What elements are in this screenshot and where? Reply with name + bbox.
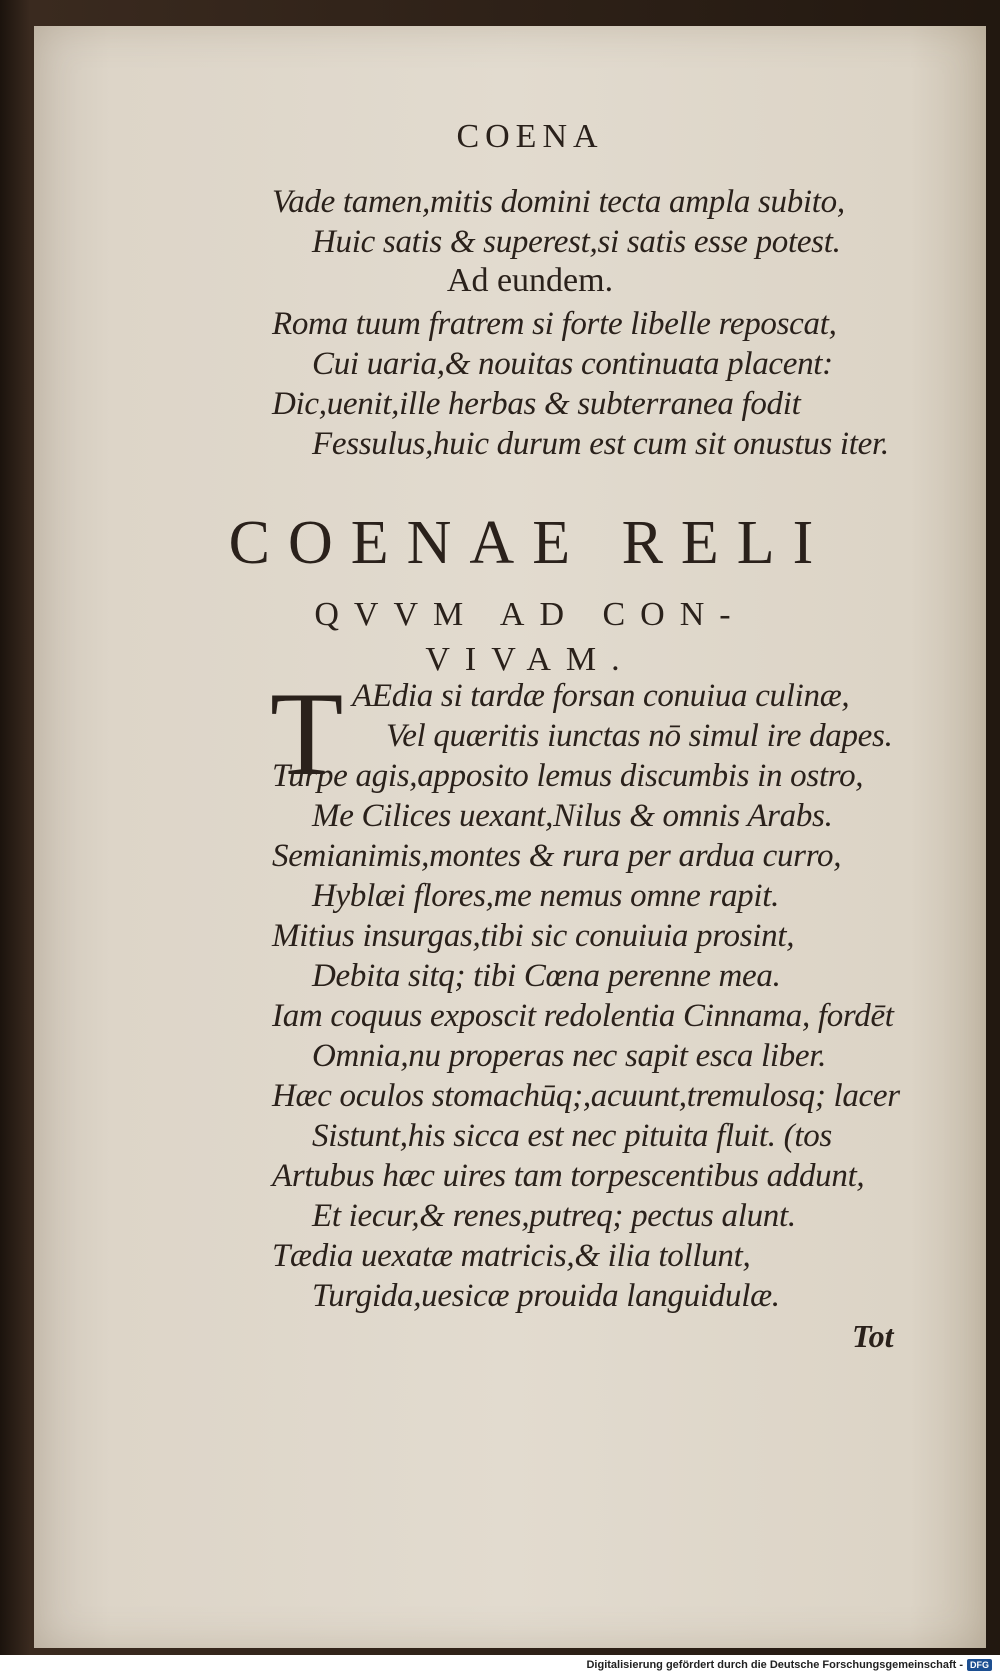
catchword: Tot xyxy=(852,1318,894,1354)
verse-line: Cui uaria,& nouitas continuata placent: xyxy=(312,346,833,382)
verse-line: Vade tamen,mitis domini tecta ampla subito, xyxy=(272,184,845,220)
poem-title-line-2: QVVM AD CON- xyxy=(314,596,746,633)
poem-subheading: Ad eundem. xyxy=(446,262,614,299)
verse-line: Dic,uenit,ille herbas & subterranea fodit xyxy=(272,386,801,422)
running-head: COENA xyxy=(456,118,604,155)
verse-line: Omnia,nu properas nec sapit esca liber. xyxy=(312,1038,827,1074)
page-text xyxy=(34,26,986,1648)
poem-title-line-3: VIVAM. xyxy=(425,641,635,678)
footer-credit: Digitalisierung gefördert durch die Deutsche Forschungsgemeinschaft - xyxy=(586,1659,963,1671)
verse-line: Iam coquus exposcit redolentia Cinnama, fordēt xyxy=(272,998,894,1034)
verse-line: Debita sitq; tibi Cœna perenne mea. xyxy=(312,958,781,994)
verse-line: Tædia uexatæ matricis,& ilia tollunt, xyxy=(272,1238,751,1274)
poem-title-line-1: COENAE RELI xyxy=(228,509,832,577)
verse-line: Roma tuum fratrem si forte libelle reposcat, xyxy=(272,306,837,342)
verse-line: Turgida,uesicæ prouida languidulæ. xyxy=(312,1278,780,1314)
verse-line: AEdia si tardæ forsan conuiua culinæ, xyxy=(352,678,850,714)
dfg-logo: DFG xyxy=(967,1659,992,1671)
footer-bar xyxy=(0,1655,1000,1675)
verse-line: Sistunt,his sicca est nec pituita fluit. (tos xyxy=(312,1118,832,1154)
verse-line: Huic satis & superest,si satis esse potest. xyxy=(312,224,841,260)
verse-line: Mitius insurgas,tibi sic conuiuia prosint, xyxy=(272,918,795,954)
verse-line: Turpe agis,apposito lemus discumbis in ostro, xyxy=(272,758,864,794)
verse-line: Vel quæritis iunctas nō simul ire dapes. xyxy=(386,718,893,754)
verse-line: Et iecur,& renes,putreq; pectus alunt. xyxy=(312,1198,796,1234)
verse-line: Hæc oculos stomachūq;,acuunt,tremulosq; lacer xyxy=(272,1078,900,1114)
drop-cap: T xyxy=(270,667,344,800)
verse-line: Fessulus,huic durum est cum sit onustus iter. xyxy=(312,426,889,462)
verse-line: Artubus hæc uires tam torpescentibus addunt, xyxy=(272,1158,865,1194)
verse-line: Semianimis,montes & rura per ardua curro, xyxy=(272,838,842,874)
verse-line: Me Cilices uexant,Nilus & omnis Arabs. xyxy=(312,798,833,834)
book-page xyxy=(34,26,986,1648)
verse-line: Hyblæi flores,me nemus omne rapit. xyxy=(312,878,780,914)
